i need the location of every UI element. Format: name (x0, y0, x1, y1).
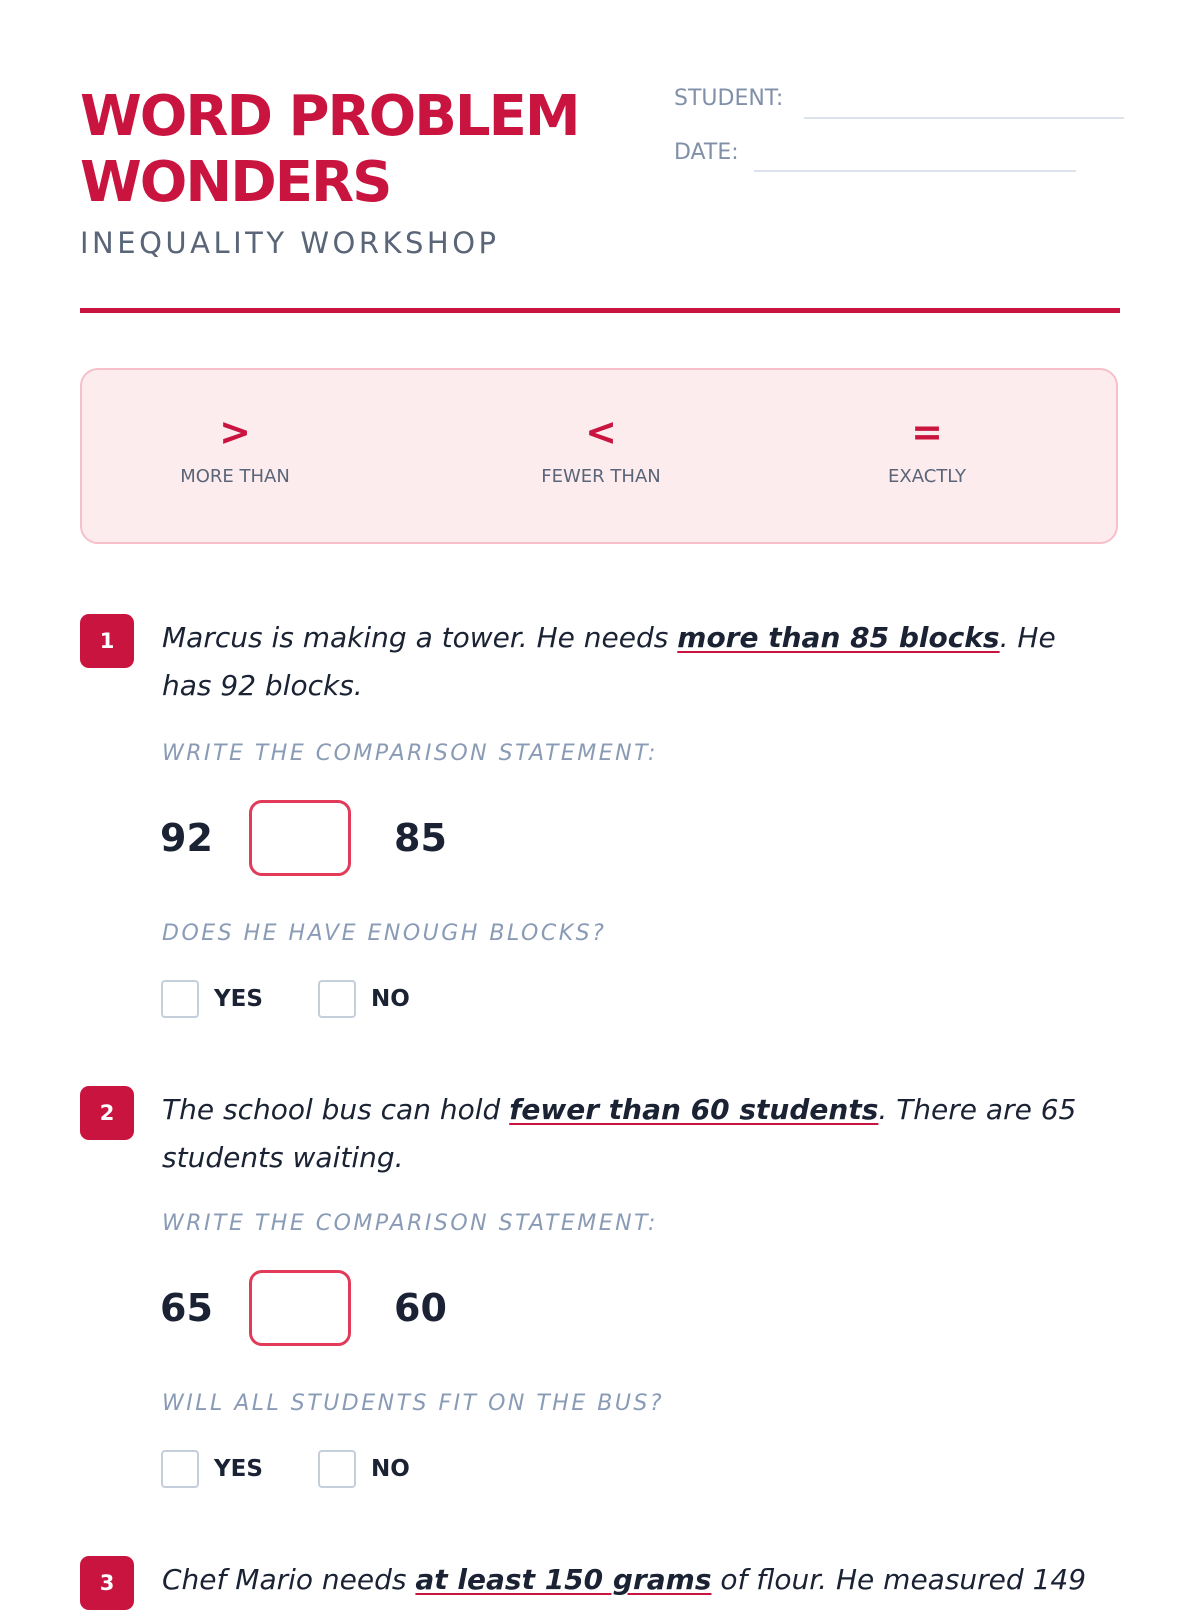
symbol-legend (80, 368, 1118, 544)
no-checkbox[interactable] (318, 980, 356, 1018)
legend-item-more-than (105, 408, 365, 487)
student-label: STUDENT: (674, 86, 784, 111)
no-label: NO (371, 1456, 410, 1482)
problem-key-phrase: at least 150 grams (415, 1563, 712, 1596)
legend-item-fewer-than (471, 408, 731, 487)
title-line-1: WORD PROBLEM (80, 84, 579, 149)
problem-text (162, 614, 1112, 710)
problem-text (162, 1086, 1112, 1182)
left-value: 92 (160, 816, 213, 860)
problem-text-part: The school bus can hold (162, 1093, 510, 1126)
problem-text-part: . He has 92 blocks. (162, 621, 1056, 702)
less-than-symbol: < (585, 410, 617, 454)
comparison-answer-box[interactable] (249, 800, 351, 876)
problem-number-badge: 2 (80, 1086, 134, 1140)
no-label: NO (371, 986, 410, 1012)
yes-label: YES (214, 986, 263, 1012)
problem-key-phrase: fewer than 60 students (509, 1093, 879, 1126)
title-line-2: WONDERS (80, 150, 391, 215)
date-label: DATE: (674, 140, 739, 165)
yes-checkbox[interactable] (161, 980, 199, 1018)
problem-text (162, 1556, 1112, 1604)
greater-than-symbol: > (219, 410, 251, 454)
question-prompt: DOES HE HAVE ENOUGH BLOCKS? (162, 921, 607, 946)
problem-text-part: of flour. He measured 149 (711, 1563, 1087, 1596)
page-title (80, 84, 579, 216)
student-name-field[interactable] (804, 117, 1124, 119)
comparison-prompt: WRITE THE COMPARISON STATEMENT: (162, 1211, 658, 1236)
problem-number-badge: 3 (80, 1556, 134, 1610)
page-subtitle: INEQUALITY WORKSHOP (80, 226, 500, 260)
legend-label: EXACTLY (888, 466, 966, 487)
legend-label: FEWER THAN (541, 466, 661, 487)
date-field[interactable] (754, 170, 1076, 172)
yes-checkbox[interactable] (161, 1450, 199, 1488)
header-divider (80, 308, 1120, 313)
equals-symbol: = (911, 410, 943, 454)
no-checkbox[interactable] (318, 1450, 356, 1488)
problem-text-part: Chef Mario needs (162, 1563, 416, 1596)
question-prompt: WILL ALL STUDENTS FIT ON THE BUS? (162, 1391, 665, 1416)
yes-label: YES (214, 1456, 263, 1482)
problem-text-part: Marcus is making a tower. He needs (162, 621, 678, 654)
comparison-prompt: WRITE THE COMPARISON STATEMENT: (162, 741, 658, 766)
comparison-answer-box[interactable] (249, 1270, 351, 1346)
right-value: 85 (394, 816, 447, 860)
left-value: 65 (160, 1286, 213, 1330)
right-value: 60 (394, 1286, 447, 1330)
problem-text-part: . There are 65 students waiting. (162, 1093, 1077, 1174)
problem-number-badge: 1 (80, 614, 134, 668)
legend-label: MORE THAN (180, 466, 290, 487)
legend-item-exactly (797, 408, 1057, 487)
problem-key-phrase: more than 85 blocks (677, 621, 1000, 654)
